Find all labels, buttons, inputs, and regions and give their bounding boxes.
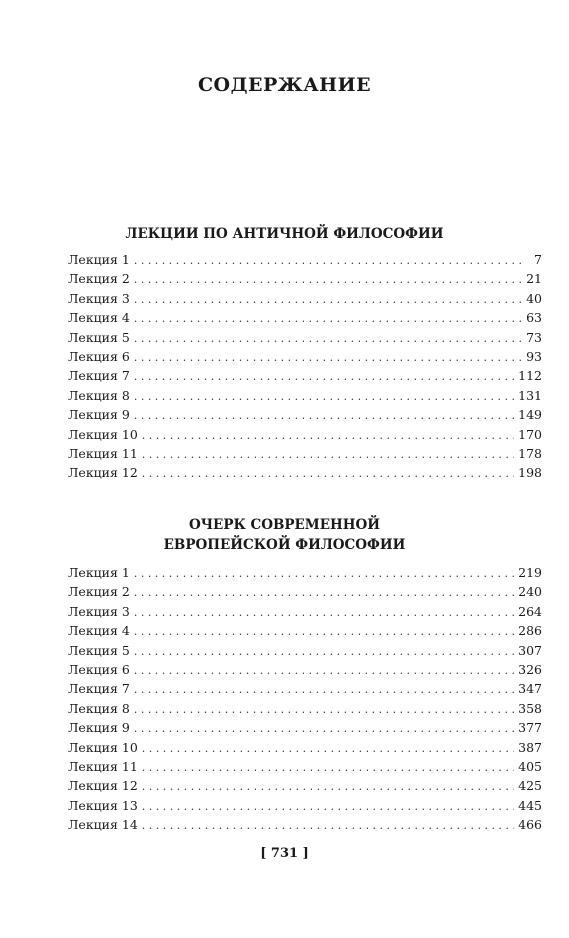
dot-leader xyxy=(142,777,514,796)
toc-entry xyxy=(68,776,542,795)
toc-entry-label: Лекция 5 xyxy=(68,642,130,658)
dot-leader xyxy=(134,270,522,289)
dot-leader xyxy=(134,642,514,661)
toc-entry-page: 131 xyxy=(518,387,542,403)
toc-entry-label: Лекция 11 xyxy=(68,758,138,774)
toc-entry-label: Лекция 4 xyxy=(68,623,130,639)
toc-entry-page: 40 xyxy=(526,290,542,306)
toc-entry-page: 347 xyxy=(518,681,542,697)
toc-entry-page: 445 xyxy=(518,797,542,813)
toc-entry-page: 198 xyxy=(518,465,542,481)
dot-leader xyxy=(142,739,514,758)
toc-entry xyxy=(68,444,542,463)
dot-leader xyxy=(142,426,514,445)
dot-leader xyxy=(134,329,522,348)
toc-entry-page: 307 xyxy=(518,642,542,658)
dot-leader xyxy=(134,406,514,425)
toc-entry-label: Лекция 8 xyxy=(68,387,130,403)
toc-entry xyxy=(68,563,542,582)
dot-leader xyxy=(134,680,514,699)
toc-entry-page: 286 xyxy=(518,623,542,639)
dot-leader xyxy=(134,603,514,622)
toc-entry xyxy=(68,250,542,269)
dot-leader xyxy=(134,661,514,680)
dot-leader xyxy=(134,387,514,406)
dot-leader xyxy=(142,445,514,464)
toc-entry-label: Лекция 9 xyxy=(68,407,130,423)
toc-entry-label: Лекция 6 xyxy=(68,348,130,364)
toc-entry xyxy=(68,405,542,424)
toc-entry-page: 264 xyxy=(518,603,542,619)
toc-entry-label: Лекция 11 xyxy=(68,445,138,461)
toc-entry-page: 466 xyxy=(518,817,542,833)
toc-entry-page: 112 xyxy=(518,368,542,384)
toc-entry-page: 21 xyxy=(526,271,542,287)
toc-entry-label: Лекция 3 xyxy=(68,603,130,619)
toc-entry-label: Лекция 9 xyxy=(68,720,130,736)
toc-entry xyxy=(68,269,542,288)
toc-entry xyxy=(68,621,542,640)
toc-entry xyxy=(68,463,542,482)
toc-entry-label: Лекция 12 xyxy=(68,465,138,481)
toc-entry-label: Лекция 12 xyxy=(68,778,138,794)
dot-leader xyxy=(134,719,514,738)
toc-entry xyxy=(68,757,542,776)
toc-entry-page: 63 xyxy=(526,310,542,326)
toc-entry xyxy=(68,699,542,718)
toc-entry-label: Лекция 8 xyxy=(68,700,130,716)
dot-leader xyxy=(134,622,514,641)
dot-leader xyxy=(134,367,514,386)
toc-entry xyxy=(68,815,542,834)
section-title-modern xyxy=(0,515,569,555)
toc-entry-label: Лекция 10 xyxy=(68,739,138,755)
toc-entry xyxy=(68,660,542,679)
toc-entry-label: Лекция 3 xyxy=(68,290,130,306)
dot-leader xyxy=(142,464,514,483)
page-number: [ 731 ] xyxy=(260,846,309,861)
toc-entry xyxy=(68,366,542,385)
toc-list-modern xyxy=(68,563,542,834)
toc-entry xyxy=(68,679,542,698)
section-title-line: ЛЕКЦИИ ПО АНТИЧНОЙ ФИЛОСОФИИ xyxy=(125,226,444,242)
section-title-line: ЕВРОПЕЙСКОЙ ФИЛОСОФИИ xyxy=(163,537,406,553)
toc-entry-page: 326 xyxy=(518,661,542,677)
toc-entry-page: 240 xyxy=(518,584,542,600)
toc-list-ancient xyxy=(68,250,542,483)
page-title: СОДЕРЖАНИЕ xyxy=(197,74,372,96)
toc-entry xyxy=(68,796,542,815)
section-title-line: ОЧЕРК СОВРЕМЕННОЙ xyxy=(188,517,381,533)
toc-entry-page: 170 xyxy=(518,426,542,442)
dot-leader xyxy=(142,797,514,816)
toc-entry xyxy=(68,582,542,601)
dot-leader xyxy=(142,816,514,835)
toc-entry-label: Лекция 14 xyxy=(68,817,138,833)
toc-entry xyxy=(68,641,542,660)
toc-entry-page: 93 xyxy=(526,348,542,364)
toc-entry xyxy=(68,718,542,737)
dot-leader xyxy=(134,583,514,602)
dot-leader xyxy=(134,251,524,270)
toc-entry-label: Лекция 1 xyxy=(68,565,130,580)
toc-entry xyxy=(68,308,542,327)
toc-entry-page: 149 xyxy=(518,407,542,423)
toc-entry xyxy=(68,347,542,366)
dot-leader xyxy=(142,758,514,777)
toc-entry-label: Лекция 1 xyxy=(68,252,130,267)
toc-entry xyxy=(68,602,542,621)
dot-leader xyxy=(134,290,522,309)
toc-entry-label: Лекция 4 xyxy=(68,310,130,326)
toc-entry-page: 405 xyxy=(518,758,542,774)
toc-entry xyxy=(68,328,542,347)
section-title-ancient xyxy=(0,224,569,244)
toc-entry xyxy=(68,425,542,444)
toc-entry xyxy=(68,738,542,757)
toc-entry xyxy=(68,289,542,308)
toc-entry-page: 377 xyxy=(518,720,542,736)
toc-entry-label: Лекция 2 xyxy=(68,271,130,287)
toc-entry-label: Лекция 10 xyxy=(68,426,138,442)
toc-entry-label: Лекция 6 xyxy=(68,661,130,677)
toc-entry-page: 358 xyxy=(518,700,542,716)
dot-leader xyxy=(134,564,514,583)
toc-entry-page: 387 xyxy=(518,739,542,755)
toc-entry-label: Лекция 2 xyxy=(68,584,130,600)
toc-entry-label: Лекция 5 xyxy=(68,329,130,345)
toc-entry-page: 219 xyxy=(518,565,542,580)
toc-entry-page: 7 xyxy=(534,252,542,267)
toc-entry-page: 425 xyxy=(518,778,542,794)
toc-entry xyxy=(68,386,542,405)
dot-leader xyxy=(134,348,522,367)
dot-leader xyxy=(134,309,522,328)
toc-entry-label: Лекция 7 xyxy=(68,681,130,697)
toc-entry-page: 178 xyxy=(518,445,542,461)
toc-entry-label: Лекция 7 xyxy=(68,368,130,384)
toc-entry-label: Лекция 13 xyxy=(68,797,138,813)
dot-leader xyxy=(134,700,514,719)
toc-entry-page: 73 xyxy=(526,329,542,345)
